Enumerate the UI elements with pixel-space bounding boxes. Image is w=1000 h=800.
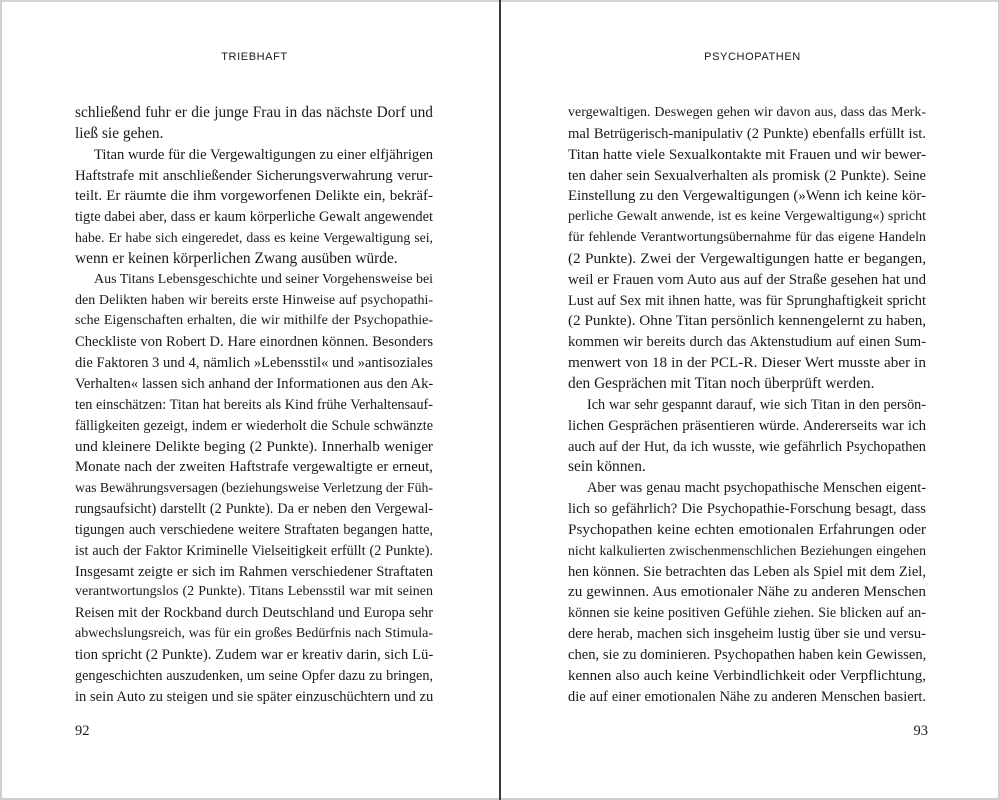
page-number: 93 xyxy=(913,723,928,739)
text-line: Titan wurde für die Vergewaltigungen zu einer elfjährigen xyxy=(94,146,433,163)
text-line: für fehlende Verantwortungsübernahme für das eigene Handeln xyxy=(568,230,926,246)
text-line: Ich war sehr gespannt darauf, wie sich Titan in den persön- xyxy=(587,396,926,413)
text-line: lich so gefährlich? Die Psychopathie-Forschung besagt, dass xyxy=(568,501,926,518)
text-line: perliche Gewalt anwende, ist es keine Vergewaltigung«) spricht xyxy=(568,209,926,225)
right-page xyxy=(501,0,1000,800)
text-line: Einstellung zu den Vergewaltigungen (»Wenn ich keine kör- xyxy=(568,188,926,205)
text-line: Reisen mit der Rockband durch Deutschland und Europa sehr xyxy=(75,605,433,622)
text-line: (2 Punkte). Ohne Titan persönlich kennengelernt zu haben, xyxy=(568,312,926,330)
text-line: weil er Frauen vom Auto aus auf der Straße gesehen hat und xyxy=(568,271,926,288)
text-line: auch auf der Hut, da ich wusste, wie gefährlich Psychopathen xyxy=(568,438,926,455)
text-line: teilt. Er räumte die ihm vorgeworfenen Delikte ein, bekräf- xyxy=(75,188,433,205)
text-line: schließend fuhr er die junge Frau in das nächste Dorf und xyxy=(75,104,433,121)
text-line: fälligkeiten gezeigt, indem er wiederholt die Schule schwänzte xyxy=(75,417,433,434)
text-line: in sein Auto zu steigen und sie später einzuschüchtern und zu xyxy=(75,688,433,705)
text-line: hen können. Sie betrachten das Leben als Spiel mit dem Ziel, xyxy=(568,563,926,580)
text-line: Insgesamt zeigte er sich im Rahmen verschiedener Straftaten xyxy=(75,563,433,580)
text-line: was Bewährungsversagen (beziehungsweise Verletzung der Füh- xyxy=(75,480,433,496)
text-line: können sie keine positiven Gefühle ziehen. Sie blicken auf an- xyxy=(568,605,926,622)
text-line: Psychopathen keine echten emotionalen Erfahrungen oder xyxy=(568,520,926,538)
text-line: sche Eigenschaften erhalten, die wir mithilfe der Psychopathie- xyxy=(75,313,433,329)
text-line: abwechslungsreich, was für ein großes Bedürfnis nach Stimula- xyxy=(75,626,433,642)
text-line: nicht kalkulierten zwischenmenschlichen Beziehungen eingehen xyxy=(568,542,926,558)
text-line: sein können. xyxy=(568,458,646,476)
text-line: habe. Er habe sich eingeredet, dass es keine Vergewaltigung sei, xyxy=(75,230,433,246)
text-line: die Faktoren 3 und 4, nämlich »Lebensstil« und »antisoziales xyxy=(75,355,433,372)
text-line: die auf einer emotionalen Nähe zu anderen Menschen basiert. xyxy=(568,688,926,705)
text-line: Verhalten« lassen sich anhand der Informationen aus den Ak- xyxy=(75,375,433,392)
text-line: ten daher sein Sexualverhalten als promisk (2 Punkte). Seine xyxy=(568,167,926,184)
text-line: ten einschätzen: Titan hat bereits als Kind frühe Verhaltensauf- xyxy=(75,396,433,413)
text-line: den Delikten haben wir bereits erste Hinweise auf psychopathi- xyxy=(75,292,433,308)
text-line: ließ sie gehen. xyxy=(75,124,164,142)
text-line: kennen also auch keine Verbindlichkeit oder Verpflichtung, xyxy=(568,667,926,684)
text-line: Aber was genau macht psychopathische Menschen eigent- xyxy=(587,480,926,497)
text-line: den Gesprächen mit Titan noch überprüft werden. xyxy=(568,374,875,392)
running-head: PSYCHOPATHEN xyxy=(704,51,801,63)
text-line: lichen Gesprächen präsentieren würde. Andererseits war ich xyxy=(568,417,926,434)
text-line: (2 Punkte). Zwei der Vergewaltigungen hatte er begangen, xyxy=(568,249,926,267)
text-line: und kleinere Delikte beging (2 Punkte). Innerhalb weniger xyxy=(75,437,433,455)
text-line: Aus Titans Lebensgeschichte und seiner Vorgehensweise bei xyxy=(94,271,433,287)
text-line: Lust auf Sex mit ihnen hatte, was für Sprunghaftigkeit spricht xyxy=(568,292,926,309)
text-line: rungsaufsicht) darstellt (2 Punkte). Da er neben den Vergewal- xyxy=(75,501,433,518)
text-line: gengeschichten auszudenken, um seine Opfer dazu zu bringen, xyxy=(75,667,433,684)
text-line: tigungen auch verschiedene weitere Straftaten begangen hatte, xyxy=(75,521,433,538)
text-line: zu gewinnen. Aus emotionaler Nähe zu anderen Menschen xyxy=(568,583,926,601)
text-line: Haftstrafe mit anschließender Sicherungsverwahrung verur- xyxy=(75,167,433,184)
text-line: Monate nach der zweiten Haftstrafe vergewaltigte er erneut, xyxy=(75,459,433,476)
left-page xyxy=(0,0,499,800)
body-text xyxy=(75,103,433,707)
text-line: kommen wir bereits durch das Aktenstudium auf einen Sum- xyxy=(568,334,926,351)
text-line: ist auch der Faktor Kriminelle Vielseitigkeit erfüllt (2 Punkte). xyxy=(75,542,433,559)
text-line: Checkliste von Robert D. Hare einordnen können. Besonders xyxy=(75,334,433,351)
text-line: menwert von 18 in der PCL-R. Dieser Wert musste aber in xyxy=(568,354,926,372)
text-line: tigte dabei aber, dass er kaum körperliche Gewalt angewendet xyxy=(75,209,433,226)
text-line: Titan hatte viele Sexualkontakte mit Frauen und wir bewer- xyxy=(568,146,926,163)
page-number: 92 xyxy=(75,723,90,739)
text-line: vergewaltigen. Deswegen gehen wir davon aus, dass das Merk- xyxy=(568,105,926,120)
text-line: dere herab, machen sich insgeheim lustig über sie und versu- xyxy=(568,626,926,643)
text-line: verantwortungslos (2 Punkte). Titans Lebensstil war mit seinen xyxy=(75,584,433,600)
text-line: mal Betrügerisch-manipulativ (2 Punkte) ebenfalls erfüllt ist. xyxy=(568,125,926,142)
text-line: tion spricht (2 Punkte). Zudem war er kreativ darin, sich Lü- xyxy=(75,646,433,663)
body-text xyxy=(568,103,926,707)
text-line: wenn er keinen körperlichen Zwang ausüben würde. xyxy=(75,249,398,267)
running-head: TRIEBHAFT xyxy=(221,51,288,63)
text-line: chen, sie zu dominieren. Psychopathen haben kein Gewissen, xyxy=(568,646,926,663)
